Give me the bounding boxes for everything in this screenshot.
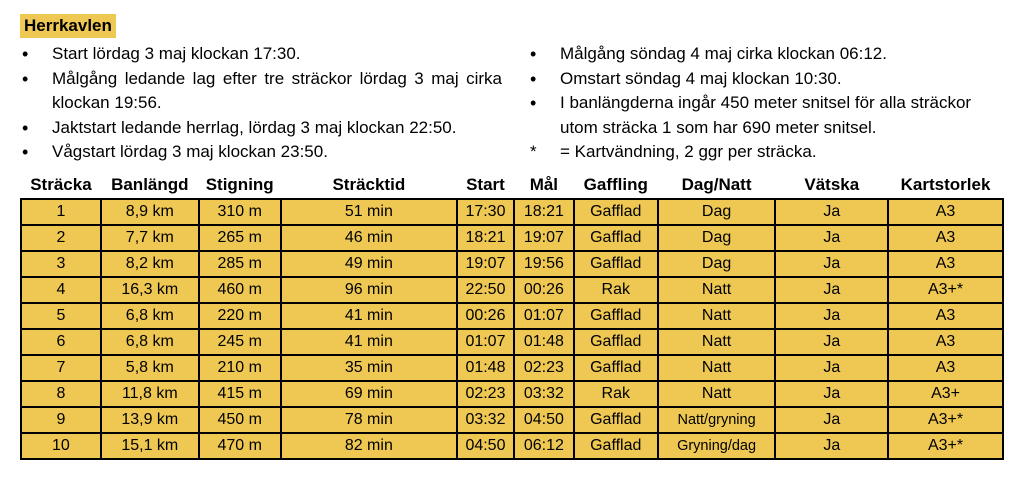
cell-time: 69 min	[281, 381, 457, 407]
cell-climb: 415 m	[199, 381, 281, 407]
cell-forking: Rak	[574, 277, 658, 303]
cell-day-night: Dag	[658, 251, 776, 277]
cell-stage: 8	[21, 381, 101, 407]
cell-forking: Rak	[574, 381, 658, 407]
cell-fluid: Ja	[775, 277, 888, 303]
cell-forking: Gafflad	[574, 199, 658, 225]
bullet-text: Start lördag 3 maj klockan 17:30.	[52, 44, 301, 63]
table-row	[21, 277, 1003, 303]
cell-length: 16,3 km	[101, 277, 199, 303]
cell-day-night: Gryning/dag	[658, 433, 776, 459]
cell-finish: 04:50	[514, 407, 574, 433]
cell-finish: 03:32	[514, 381, 574, 407]
cell-day-night: Natt	[658, 329, 776, 355]
cell-forking: Gafflad	[574, 225, 658, 251]
cell-finish: 19:07	[514, 225, 574, 251]
cell-climb: 310 m	[199, 199, 281, 225]
column-header: Stigning	[199, 172, 281, 199]
column-header: Start	[457, 172, 514, 199]
cell-time: 41 min	[281, 303, 457, 329]
info-list-right	[530, 42, 1010, 165]
cell-stage: 3	[21, 251, 101, 277]
cell-climb: 245 m	[199, 329, 281, 355]
bullet-icon	[530, 91, 550, 117]
list-item	[22, 42, 502, 67]
column-header: Banlängd	[101, 172, 199, 199]
table-header-row	[21, 172, 1003, 199]
bullet-icon	[22, 116, 42, 142]
cell-fluid: Ja	[775, 355, 888, 381]
cell-stage: 4	[21, 277, 101, 303]
cell-time: 41 min	[281, 329, 457, 355]
cell-climb: 210 m	[199, 355, 281, 381]
cell-time: 35 min	[281, 355, 457, 381]
cell-fluid: Ja	[775, 251, 888, 277]
cell-finish: 02:23	[514, 355, 574, 381]
cell-climb: 265 m	[199, 225, 281, 251]
cell-forking: Gafflad	[574, 407, 658, 433]
cell-day-night: Dag	[658, 225, 776, 251]
cell-stage: 2	[21, 225, 101, 251]
column-header: Gaffling	[574, 172, 658, 199]
bullet-text: Målgång ledande lag efter tre sträckor lördag 3 maj cirka klockan 19:56.	[52, 68, 502, 112]
cell-time: 78 min	[281, 407, 457, 433]
cell-map-size: A3	[888, 199, 1003, 225]
cell-time: 96 min	[281, 277, 457, 303]
cell-climb: 450 m	[199, 407, 281, 433]
cell-stage: 5	[21, 303, 101, 329]
cell-length: 13,9 km	[101, 407, 199, 433]
cell-map-size: A3	[888, 303, 1003, 329]
bullet-text: Vågstart lördag 3 maj klockan 23:50.	[52, 142, 328, 161]
cell-map-size: A3	[888, 329, 1003, 355]
cell-length: 5,8 km	[101, 355, 199, 381]
bullet-icon	[22, 140, 42, 166]
cell-start: 19:07	[457, 251, 514, 277]
cell-length: 8,2 km	[101, 251, 199, 277]
asterisk-icon: *	[530, 142, 537, 161]
cell-forking: Gafflad	[574, 303, 658, 329]
column-header: Dag/Natt	[658, 172, 776, 199]
table-row	[21, 407, 1003, 433]
cell-finish: 01:07	[514, 303, 574, 329]
cell-finish: 06:12	[514, 433, 574, 459]
cell-forking: Gafflad	[574, 433, 658, 459]
footnote-text: = Kartvändning, 2 ggr per sträcka.	[560, 142, 817, 161]
table-row	[21, 225, 1003, 251]
bullet-icon	[22, 67, 42, 93]
cell-stage: 7	[21, 355, 101, 381]
cell-map-size: A3	[888, 225, 1003, 251]
cell-start: 22:50	[457, 277, 514, 303]
cell-length: 7,7 km	[101, 225, 199, 251]
cell-day-night: Natt	[658, 355, 776, 381]
table-row	[21, 303, 1003, 329]
cell-stage: 9	[21, 407, 101, 433]
cell-start: 17:30	[457, 199, 514, 225]
table-row	[21, 433, 1003, 459]
cell-map-size: A3	[888, 355, 1003, 381]
cell-stage: 1	[21, 199, 101, 225]
bullet-text: Målgång söndag 4 maj cirka klockan 06:12.	[560, 44, 887, 63]
list-item	[530, 67, 1010, 92]
cell-start: 01:48	[457, 355, 514, 381]
cell-time: 82 min	[281, 433, 457, 459]
list-item	[22, 116, 502, 141]
cell-length: 15,1 km	[101, 433, 199, 459]
list-item	[22, 140, 502, 165]
bullet-icon	[22, 42, 42, 68]
cell-climb: 285 m	[199, 251, 281, 277]
list-item	[530, 91, 1010, 140]
cell-forking: Gafflad	[574, 251, 658, 277]
cell-forking: Gafflad	[574, 355, 658, 381]
cell-start: 18:21	[457, 225, 514, 251]
cell-finish: 19:56	[514, 251, 574, 277]
cell-length: 11,8 km	[101, 381, 199, 407]
cell-length: 6,8 km	[101, 303, 199, 329]
cell-forking: Gafflad	[574, 329, 658, 355]
info-list-left	[22, 42, 502, 165]
cell-climb: 220 m	[199, 303, 281, 329]
cell-finish: 18:21	[514, 199, 574, 225]
cell-start: 00:26	[457, 303, 514, 329]
cell-start: 01:07	[457, 329, 514, 355]
cell-time: 51 min	[281, 199, 457, 225]
cell-map-size: A3+*	[888, 407, 1003, 433]
cell-climb: 470 m	[199, 433, 281, 459]
stage-table	[20, 172, 1004, 460]
cell-fluid: Ja	[775, 303, 888, 329]
cell-time: 49 min	[281, 251, 457, 277]
cell-start: 04:50	[457, 433, 514, 459]
cell-stage: 10	[21, 433, 101, 459]
page-title: Herrkavlen	[20, 14, 116, 38]
table-body	[21, 199, 1003, 459]
column-header: Kartstorlek	[888, 172, 1003, 199]
cell-fluid: Ja	[775, 407, 888, 433]
cell-time: 46 min	[281, 225, 457, 251]
cell-fluid: Ja	[775, 199, 888, 225]
column-header: Sträcka	[21, 172, 101, 199]
list-item	[22, 67, 502, 116]
cell-map-size: A3+	[888, 381, 1003, 407]
cell-fluid: Ja	[775, 433, 888, 459]
table-row	[21, 199, 1003, 225]
cell-finish: 00:26	[514, 277, 574, 303]
list-item	[530, 42, 1010, 67]
bullet-icon	[530, 42, 550, 68]
cell-day-night: Natt	[658, 277, 776, 303]
bullet-text: I banlängderna ingår 450 meter snitsel för alla sträckor utom sträcka 1 som har 690 meter snitsel.	[560, 93, 972, 137]
cell-day-night: Dag	[658, 199, 776, 225]
cell-climb: 460 m	[199, 277, 281, 303]
bullet-text: Jaktstart ledande herrlag, lördag 3 maj klockan 22:50.	[52, 117, 457, 137]
cell-stage: 6	[21, 329, 101, 355]
cell-finish: 01:48	[514, 329, 574, 355]
table-row	[21, 329, 1003, 355]
cell-day-night: Natt/gryning	[658, 407, 776, 433]
column-header: Vätska	[775, 172, 888, 199]
bullet-text: Omstart söndag 4 maj klockan 10:30.	[560, 68, 842, 88]
column-header: Sträcktid	[281, 172, 457, 199]
cell-fluid: Ja	[775, 225, 888, 251]
cell-day-night: Natt	[658, 381, 776, 407]
cell-day-night: Natt	[658, 303, 776, 329]
table-row	[21, 381, 1003, 407]
table-row	[21, 251, 1003, 277]
cell-map-size: A3+*	[888, 433, 1003, 459]
cell-map-size: A3	[888, 251, 1003, 277]
cell-start: 03:32	[457, 407, 514, 433]
cell-length: 6,8 km	[101, 329, 199, 355]
cell-map-size: A3+*	[888, 277, 1003, 303]
cell-fluid: Ja	[775, 381, 888, 407]
cell-fluid: Ja	[775, 329, 888, 355]
column-header: Mål	[514, 172, 574, 199]
table-row	[21, 355, 1003, 381]
cell-length: 8,9 km	[101, 199, 199, 225]
cell-start: 02:23	[457, 381, 514, 407]
footnote	[530, 140, 1010, 165]
bullet-icon	[530, 67, 550, 93]
